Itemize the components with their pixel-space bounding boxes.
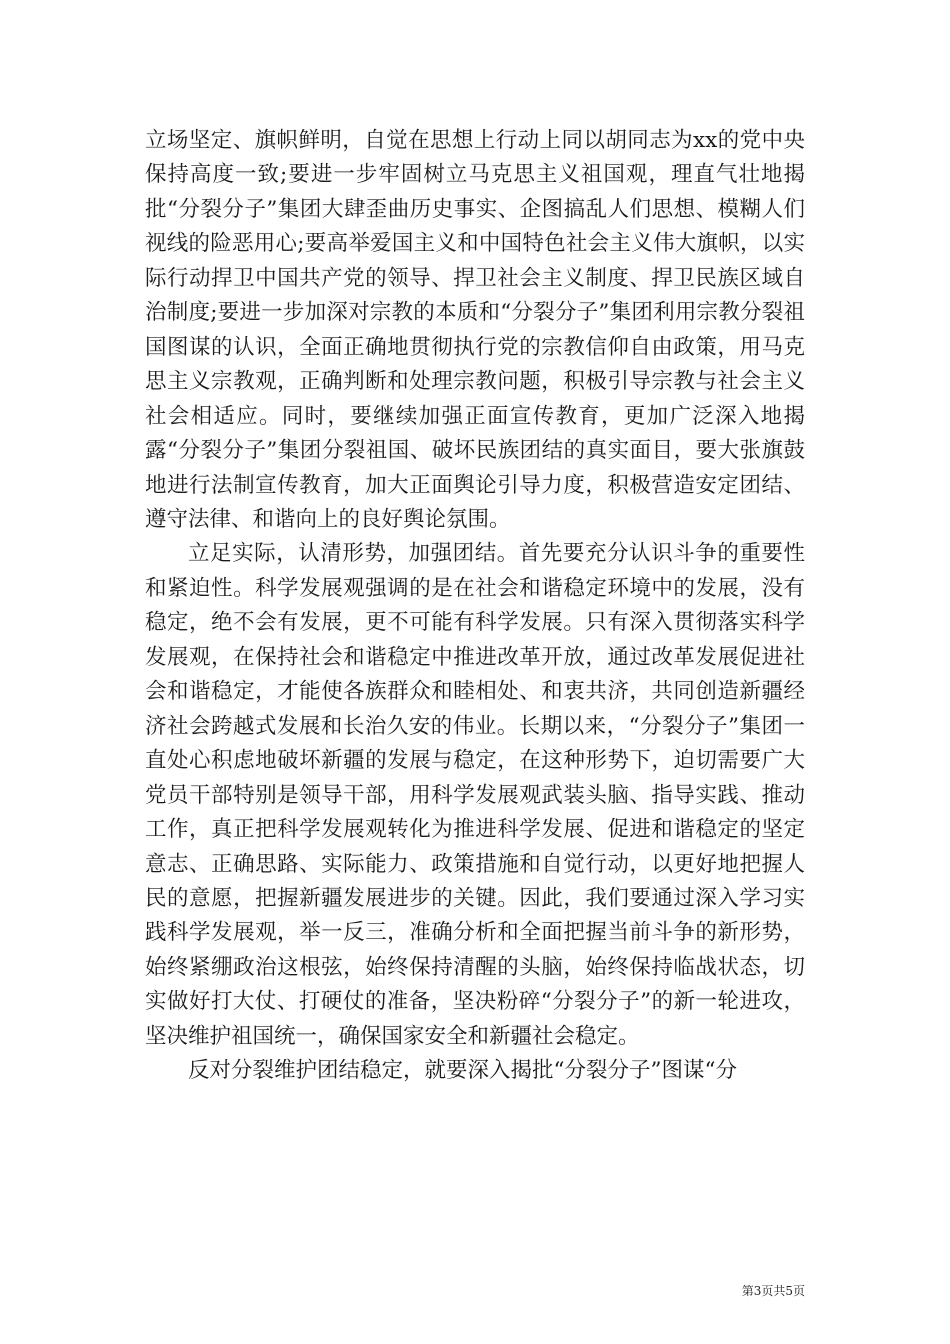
paragraph-1: 立场坚定、旗帜鲜明，自觉在思想上行动上同以胡同志为xx的党中央保持高度一致;要进一步牢固树立马克思主义祖国观，理直气壮地揭批“分裂分子”集团大肆歪曲历史事实、企图搞乱人们思想、模糊人们视线的险恶用心;要高举爱国主义和中国特色社会主义伟大旗帜，以实际行动捍卫中国共产党的领导、捍卫社会主义制度、捍卫民族区域自治制度;要进一步加深对宗教的本质和“分裂分子”集团利用宗教分裂祖国图谋的认识，全面正确地贯彻执行党的宗教信仰自由政策，用马克思主义宗教观，正确判断和处理宗教问题，积极引导宗教与社会主义社会相适应。同时，要继续加强正面宣传教育，更加广泛深入地揭露“分裂分子”集团分裂祖国、破坏民族团结的真实面目，要大张旗鼓地进行法制宣传教育，加大正面舆论引导力度，积极营造安定团结、遵守法律、和谐向上的良好舆论氛围。 bbox=[145, 128, 805, 532]
paragraph-3: 反对分裂维护团结稳定，就要深入揭批“分裂分子”图谋“分 bbox=[188, 1058, 737, 1084]
document-body bbox=[145, 124, 805, 1089]
page-number-footer: 第3页共5页 bbox=[741, 1284, 805, 1298]
paragraph-2: 立足实际，认清形势，加强团结。首先要充分认识斗争的重要性和紧迫性。科学发展观强调的是在社会和谐稳定环境中的发展，没有稳定，绝不会有发展，更不可能有科学发展。只有深入贯彻落实科学发展观，在保持社会和谐稳定中推进改革开放，通过改革发展促进社会和谐稳定，才能使各族群众和睦相处、和衷共济，共同创造新疆经济社会跨越式发展和长治久安的伟业。长期以来，“分裂分子”集团一直处心积虑地破坏新疆的发展与稳定，在这种形势下，迫切需要广大党员干部特别是领导干部，用科学发展观武装头脑、指导实践、推动工作，真正把科学发展观转化为推进科学发展、促进和谐稳定的坚定意志、正确思路、实际能力、政策措施和自觉行动，以更好地把握人民的意愿，把握新疆发展进步的关键。因此，我们要通过深入学习实践科学发展观，举一反三，准确分析和全面把握当前斗争的新形势，始终紧绷政治这根弦，始终保持清醒的头脑，始终保持临战状态，切实做好打大仗、打硬仗的准备，坚决粉碎“分裂分子”的新一轮进攻，坚决维护祖国统一，确保国家安全和新疆社会稳定。 bbox=[145, 541, 805, 1049]
